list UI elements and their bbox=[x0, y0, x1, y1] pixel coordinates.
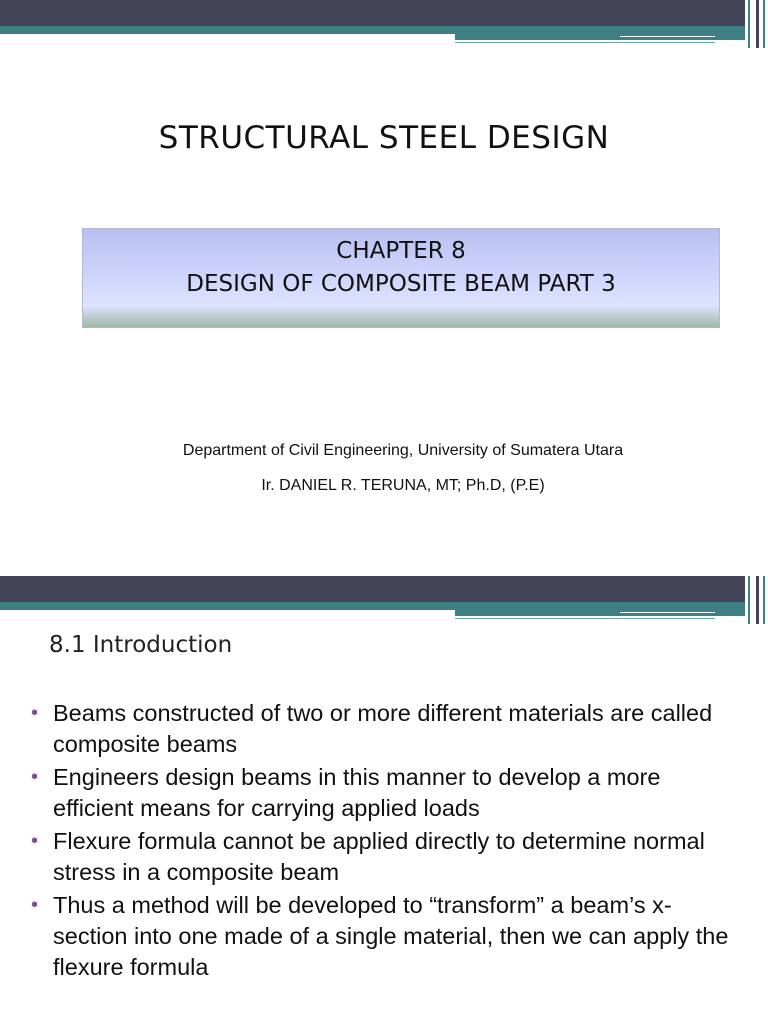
bullet-dot: • bbox=[31, 894, 39, 916]
slide-header-decoration bbox=[0, 576, 768, 624]
chapter-title: DESIGN OF COMPOSITE BEAM PART 3 bbox=[186, 271, 616, 297]
header-vertical-bar bbox=[756, 0, 759, 48]
slide-title: STRUCTURAL STEEL DESIGN bbox=[158, 120, 610, 156]
header-thin-line bbox=[455, 42, 715, 43]
bullet-dot: • bbox=[31, 766, 39, 788]
bullet-dot: • bbox=[31, 830, 39, 852]
header-highlight-line bbox=[620, 612, 715, 613]
chapter-number: CHAPTER 8 bbox=[336, 238, 466, 264]
header-dark-band bbox=[0, 0, 745, 26]
list-item bbox=[0, 826, 768, 888]
header-vertical-bar bbox=[748, 576, 750, 624]
header-vertical-bar bbox=[763, 576, 765, 624]
bullet-text: Beams constructed of two or more different materials are called composite beams bbox=[53, 700, 713, 757]
header-vertical-bar bbox=[756, 576, 759, 624]
content-slide bbox=[0, 576, 768, 1024]
list-item bbox=[0, 890, 768, 983]
header-vertical-bar bbox=[748, 0, 750, 48]
chapter-box bbox=[82, 228, 720, 328]
header-teal-band bbox=[0, 602, 745, 610]
bullet-list bbox=[0, 698, 768, 985]
department-text: Department of Civil Engineering, University of Sumatera Utara bbox=[182, 442, 624, 459]
header-teal-accent bbox=[455, 34, 745, 40]
list-item bbox=[0, 698, 768, 760]
bullet-text: Engineers design beams in this manner to develop a more efficient means for carrying applied loads bbox=[53, 764, 661, 821]
slide-header-decoration bbox=[0, 0, 768, 48]
header-dark-band bbox=[0, 576, 745, 602]
bullet-text: Thus a method will be developed to “transform” a beam’s x-section into one made of a single material, then we can apply the flexure formula bbox=[53, 892, 729, 980]
header-vertical-bar bbox=[763, 0, 765, 48]
section-title: 8.1 Introduction bbox=[49, 632, 233, 658]
list-item bbox=[0, 762, 768, 824]
header-thin-line bbox=[455, 618, 715, 619]
bullet-dot: • bbox=[31, 702, 39, 724]
header-teal-band bbox=[0, 26, 745, 34]
author-text: Ir. DANIEL R. TERUNA, MT; Ph.D, (P.E) bbox=[261, 477, 545, 494]
bullet-text: Flexure formula cannot be applied directly to determine normal stress in a composite beam bbox=[53, 828, 705, 885]
header-teal-accent bbox=[455, 610, 745, 616]
header-highlight-line bbox=[620, 36, 715, 37]
